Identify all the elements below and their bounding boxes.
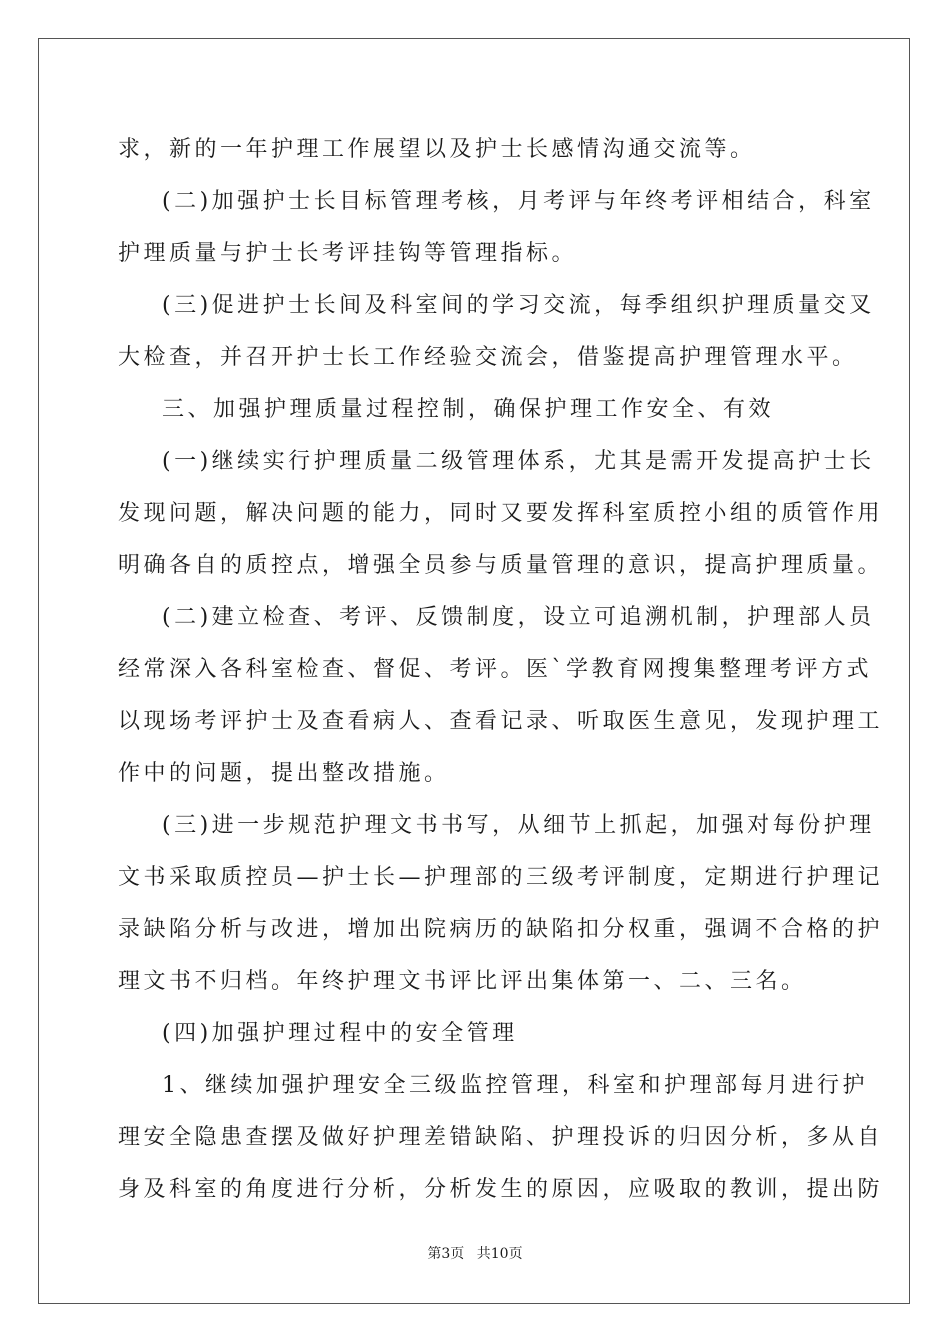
text-line: 1、继续加强护理安全三级监控管理，科室和护理部每月进行护 bbox=[162, 1073, 868, 1098]
text-line: 理安全隐患查摆及做好护理差错缺陷、护理投诉的归因分析，多从自 bbox=[118, 1125, 884, 1150]
text-line: (三)进一步规范护理文书书写，从细节上抓起，加强对每份护理 bbox=[162, 813, 875, 838]
text-line: 文书采取质控员—护士长—护理部的三级考评制度，定期进行护理记 bbox=[118, 865, 884, 890]
subsection-heading: (四)加强护理过程中的安全管理 bbox=[162, 1021, 518, 1046]
text-line: 护理质量与护士长考评挂钩等管理指标。 bbox=[118, 241, 578, 266]
text-line: 大检查，并召开护士长工作经验交流会，借鉴提高护理管理水平。 bbox=[118, 345, 858, 370]
text-line: (二)加强护士长目标管理考核，月考评与年终考评相结合，科室 bbox=[162, 189, 875, 214]
page-footer bbox=[0, 1244, 950, 1264]
text-line: 发现问题，解决问题的能力，同时又要发挥科室质控小组的质管作用 bbox=[118, 501, 884, 526]
text-line: (二)建立检查、考评、反馈制度，设立可追溯机制，护理部人员 bbox=[162, 605, 875, 630]
section-heading: 三、加强护理质量过程控制，确保护理工作安全、有效 bbox=[162, 397, 775, 422]
text-line: 以现场考评护士及查看病人、查看记录、听取医生意见，发现护理工 bbox=[118, 709, 884, 734]
page-total: 共10页 bbox=[476, 1246, 523, 1262]
text-line: (一)继续实行护理质量二级管理体系，尤其是需开发提高护士长 bbox=[162, 449, 875, 474]
text-line: (三)促进护士长间及科室间的学习交流，每季组织护理质量交叉 bbox=[162, 293, 875, 318]
text-line: 录缺陷分析与改进，增加出院病历的缺陷扣分权重，强调不合格的护 bbox=[118, 917, 884, 942]
page-number: 第3页 bbox=[427, 1246, 465, 1262]
text-line: 身及科室的角度进行分析，分析发生的原因，应吸取的教训，提出防 bbox=[118, 1177, 884, 1202]
text-line: 理文书不归档。年终护理文书评比评出集体第一、二、三名。 bbox=[118, 969, 807, 994]
text-line: 作中的问题，提出整改措施。 bbox=[118, 761, 450, 786]
text-line: 求，新的一年护理工作展望以及护士长感情沟通交流等。 bbox=[118, 137, 756, 162]
text-line: 明确各自的质控点，增强全员参与质量管理的意识，提高护理质量。 bbox=[118, 553, 884, 578]
text-line: 经常深入各科室检查、督促、考评。医`学教育网搜集整理考评方式 bbox=[118, 657, 873, 682]
document-body bbox=[118, 124, 884, 1216]
